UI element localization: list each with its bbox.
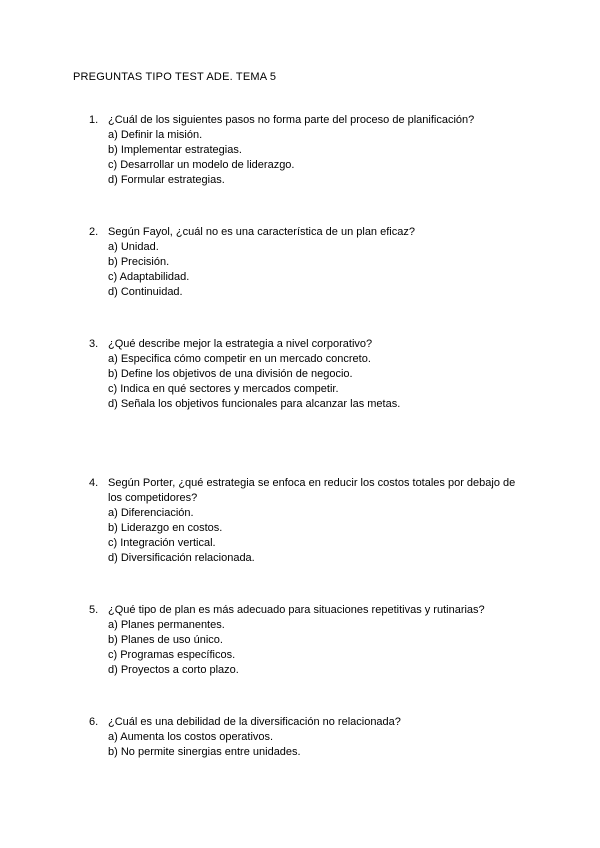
question-text: Según Porter, ¿qué estrategia se enfoca en reducir los costos totales por debajo de los competidores? — [108, 477, 516, 504]
question-text: ¿Qué describe mejor la estrategia a nivel corporativo? — [108, 338, 373, 350]
answer-option-c: c) Integración vertical. — [108, 537, 216, 549]
question-number: 2. — [89, 226, 99, 238]
answer-option-b: b) Implementar estrategias. — [108, 144, 242, 156]
answer-option-a: a) Aumenta los costos operativos. — [108, 731, 274, 743]
question-number: 4. — [89, 477, 99, 489]
answer-options — [108, 352, 529, 412]
question-5 — [89, 603, 529, 678]
document-title: PREGUNTAS TIPO TEST ADE. TEMA 5 — [73, 71, 277, 83]
answer-option-c: c) Adaptabilidad. — [108, 271, 190, 283]
answer-option-b: b) Planes de uso único. — [108, 634, 223, 646]
answer-option-b: b) Define los objetivos de una división de negocio. — [108, 368, 353, 380]
answer-option-d: d) Continuidad. — [108, 286, 183, 298]
question-6 — [89, 715, 529, 760]
answer-option-b: b) Precisión. — [108, 256, 170, 268]
question-4 — [89, 476, 529, 566]
question-text: ¿Qué tipo de plan es más adecuado para situaciones repetitivas y rutinarias? — [108, 604, 485, 616]
question-number: 1. — [89, 114, 99, 126]
answer-option-b: b) No permite sinergias entre unidades. — [108, 746, 301, 758]
answer-option-c: c) Programas específicos. — [108, 649, 236, 661]
answer-options — [108, 730, 529, 760]
answer-option-a: a) Especifica cómo competir en un mercado concreto. — [108, 353, 371, 365]
answer-option-d: d) Diversificación relacionada. — [108, 552, 255, 564]
answer-options — [108, 618, 529, 678]
answer-options — [108, 240, 529, 300]
answer-options — [108, 506, 529, 566]
question-text: ¿Cuál de los siguientes pasos no forma parte del proceso de planificación? — [108, 114, 475, 126]
question-3 — [89, 337, 529, 412]
answer-option-d: d) Proyectos a corto plazo. — [108, 664, 239, 676]
answer-option-d: d) Señala los objetivos funcionales para alcanzar las metas. — [108, 398, 401, 410]
answer-option-d: d) Formular estrategias. — [108, 174, 225, 186]
answer-option-c: c) Desarrollar un modelo de liderazgo. — [108, 159, 295, 171]
answer-options — [108, 128, 529, 188]
question-number: 5. — [89, 604, 99, 616]
answer-option-a: a) Unidad. — [108, 241, 159, 253]
question-number: 3. — [89, 338, 99, 350]
answer-option-c: c) Indica en qué sectores y mercados competir. — [108, 383, 339, 395]
question-1 — [89, 113, 529, 188]
question-text: ¿Cuál es una debilidad de la diversificación no relacionada? — [108, 716, 401, 728]
answer-option-a: a) Planes permanentes. — [108, 619, 225, 631]
answer-option-a: a) Definir la misión. — [108, 129, 203, 141]
answer-option-b: b) Liderazgo en costos. — [108, 522, 223, 534]
question-2 — [89, 225, 529, 300]
answer-option-a: a) Diferenciación. — [108, 507, 194, 519]
question-text: Según Fayol, ¿cuál no es una característica de un plan eficaz? — [108, 226, 415, 238]
question-number: 6. — [89, 716, 99, 728]
